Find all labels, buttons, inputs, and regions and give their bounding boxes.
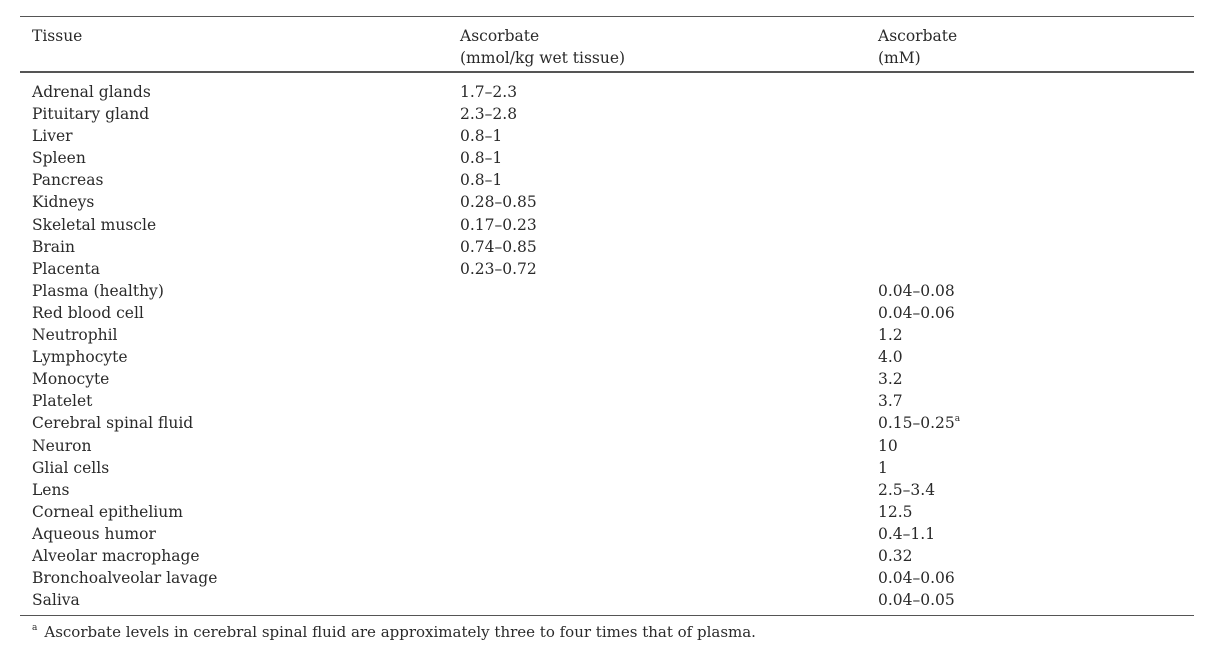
cell-tissue: Pituitary gland [32,105,150,124]
table-row [20,103,1194,125]
cell-ascorbate-mm-value: 0.04–0.08 [878,281,955,300]
cell-tissue: Spleen [32,149,86,168]
cell-ascorbate-mm [878,567,955,589]
table-row [20,545,1194,567]
cell-tissue: Brain [32,237,75,256]
cell-tissue: Neuron [32,436,92,455]
cell-ascorbate-mm-value: 0.32 [878,546,913,565]
header-ascorbate-tissue-line2: (mmol/kg wet tissue) [460,49,626,67]
cell-ascorbate-mm-value: 3.2 [878,370,903,389]
cell-ascorbate-mm [878,523,935,545]
cell-ascorbate-mm-value: 2.5–3.4 [878,480,936,499]
table-row [20,169,1194,191]
cell-ascorbate-mm-value: 1.2 [878,326,903,345]
table-row [20,368,1194,390]
header-ascorbate-mm-line1: Ascorbate [878,27,958,45]
cell-ascorbate-mmol-kg: 0.17–0.23 [460,215,537,234]
table-body [20,73,1194,615]
table-row [20,479,1194,501]
cell-tissue: Alveolar macrophage [32,546,200,565]
cell-ascorbate-mm-value: 10 [878,436,898,455]
cell-ascorbate-mm [878,545,913,567]
header-ascorbate-tissue [460,25,625,69]
cell-ascorbate-mm [878,589,955,611]
cell-ascorbate-mm-value: 12.5 [878,502,913,521]
cell-ascorbate-mm [878,457,888,479]
cell-ascorbate-mm [878,479,935,501]
cell-tissue: Plasma (healthy) [32,281,164,300]
cell-tissue: Glial cells [32,458,110,477]
table-row [20,258,1194,280]
cell-tissue: Saliva [32,591,80,610]
table-row [20,412,1194,434]
cell-ascorbate-mm-value: 3.7 [878,392,903,411]
cell-ascorbate-mmol-kg: 0.23–0.72 [460,259,537,278]
cell-ascorbate-mm [878,302,955,324]
cell-ascorbate-mm-value: 1 [878,458,888,477]
table-header [20,17,1194,71]
table-row [20,501,1194,523]
table-row [20,214,1194,236]
ascorbate-table [20,16,1194,616]
cell-ascorbate-mmol-kg: 0.74–0.85 [460,237,537,256]
cell-ascorbate-mmol-kg: 0.8–1 [460,171,503,190]
table-row [20,390,1194,412]
cell-ascorbate-mmol-kg: 1.7–2.3 [460,83,518,101]
table-row [20,81,1194,103]
header-ascorbate-mm-line2: (mM) [878,49,921,67]
table-row [20,302,1194,324]
footnote-mark: a [32,623,38,633]
cell-ascorbate-mm [878,324,903,346]
cell-tissue: Lymphocyte [32,348,128,367]
cell-tissue: Red blood cell [32,303,144,322]
table-row [20,236,1194,258]
cell-tissue: Pancreas [32,171,104,190]
header-tissue [32,25,82,47]
table-row [20,457,1194,479]
table-row [20,147,1194,169]
cell-ascorbate-mm-value: 0.04–0.06 [878,569,955,588]
cell-ascorbate-mmol-kg: 0.8–1 [460,127,503,146]
cell-tissue: Platelet [32,392,93,411]
cell-tissue: Kidneys [32,193,95,212]
footnote-text: Ascorbate levels in cerebral spinal fluid are approximately three to four times that of plasma. [44,623,756,641]
cell-tissue: Adrenal glands [32,83,151,101]
cell-tissue: Lens [32,480,70,499]
table-row [20,324,1194,346]
cell-tissue: Monocyte [32,370,110,389]
cell-ascorbate-mm-value: 4.0 [878,348,903,367]
table-row [20,589,1194,611]
header-ascorbate-mm [878,25,957,69]
table-row [20,280,1194,302]
cell-tissue: Cerebral spinal fluid [32,414,194,433]
table-footnote [32,621,756,643]
table-row [20,567,1194,589]
cell-tissue: Placenta [32,259,100,278]
cell-tissue: Aqueous humor [32,524,156,543]
cell-ascorbate-mm [878,412,960,434]
cell-tissue: Neutrophil [32,326,118,345]
cell-tissue: Corneal epithelium [32,502,183,521]
header-ascorbate-tissue-line1: Ascorbate [460,27,540,45]
cell-tissue: Skeletal muscle [32,215,157,234]
table-row [20,435,1194,457]
cell-ascorbate-mmol-kg: 0.28–0.85 [460,193,537,212]
cell-ascorbate-mm-value: 0.04–0.06 [878,303,955,322]
cell-ascorbate-mm [878,435,898,457]
table-row [20,523,1194,545]
cell-ascorbate-mm-value: 0.15–0.25 [878,414,955,433]
cell-tissue: Liver [32,127,73,146]
cell-ascorbate-mmol-kg: 2.3–2.8 [460,105,518,124]
footnote-reference: a [954,414,961,425]
table-row [20,125,1194,147]
cell-ascorbate-mm [878,390,903,412]
cell-ascorbate-mm-value: 0.04–0.05 [878,591,955,610]
table-row [20,346,1194,368]
cell-ascorbate-mm-value: 0.4–1.1 [878,524,936,543]
cell-tissue: Bronchoalveolar lavage [32,569,218,588]
cell-ascorbate-mm [878,501,913,523]
cell-ascorbate-mm [878,346,903,368]
table-bottom-rule [20,615,1194,616]
cell-ascorbate-mm [878,368,903,390]
table-row [20,191,1194,213]
header-tissue-label: Tissue [32,27,83,45]
cell-ascorbate-mmol-kg: 0.8–1 [460,149,503,168]
cell-ascorbate-mm [878,280,955,302]
